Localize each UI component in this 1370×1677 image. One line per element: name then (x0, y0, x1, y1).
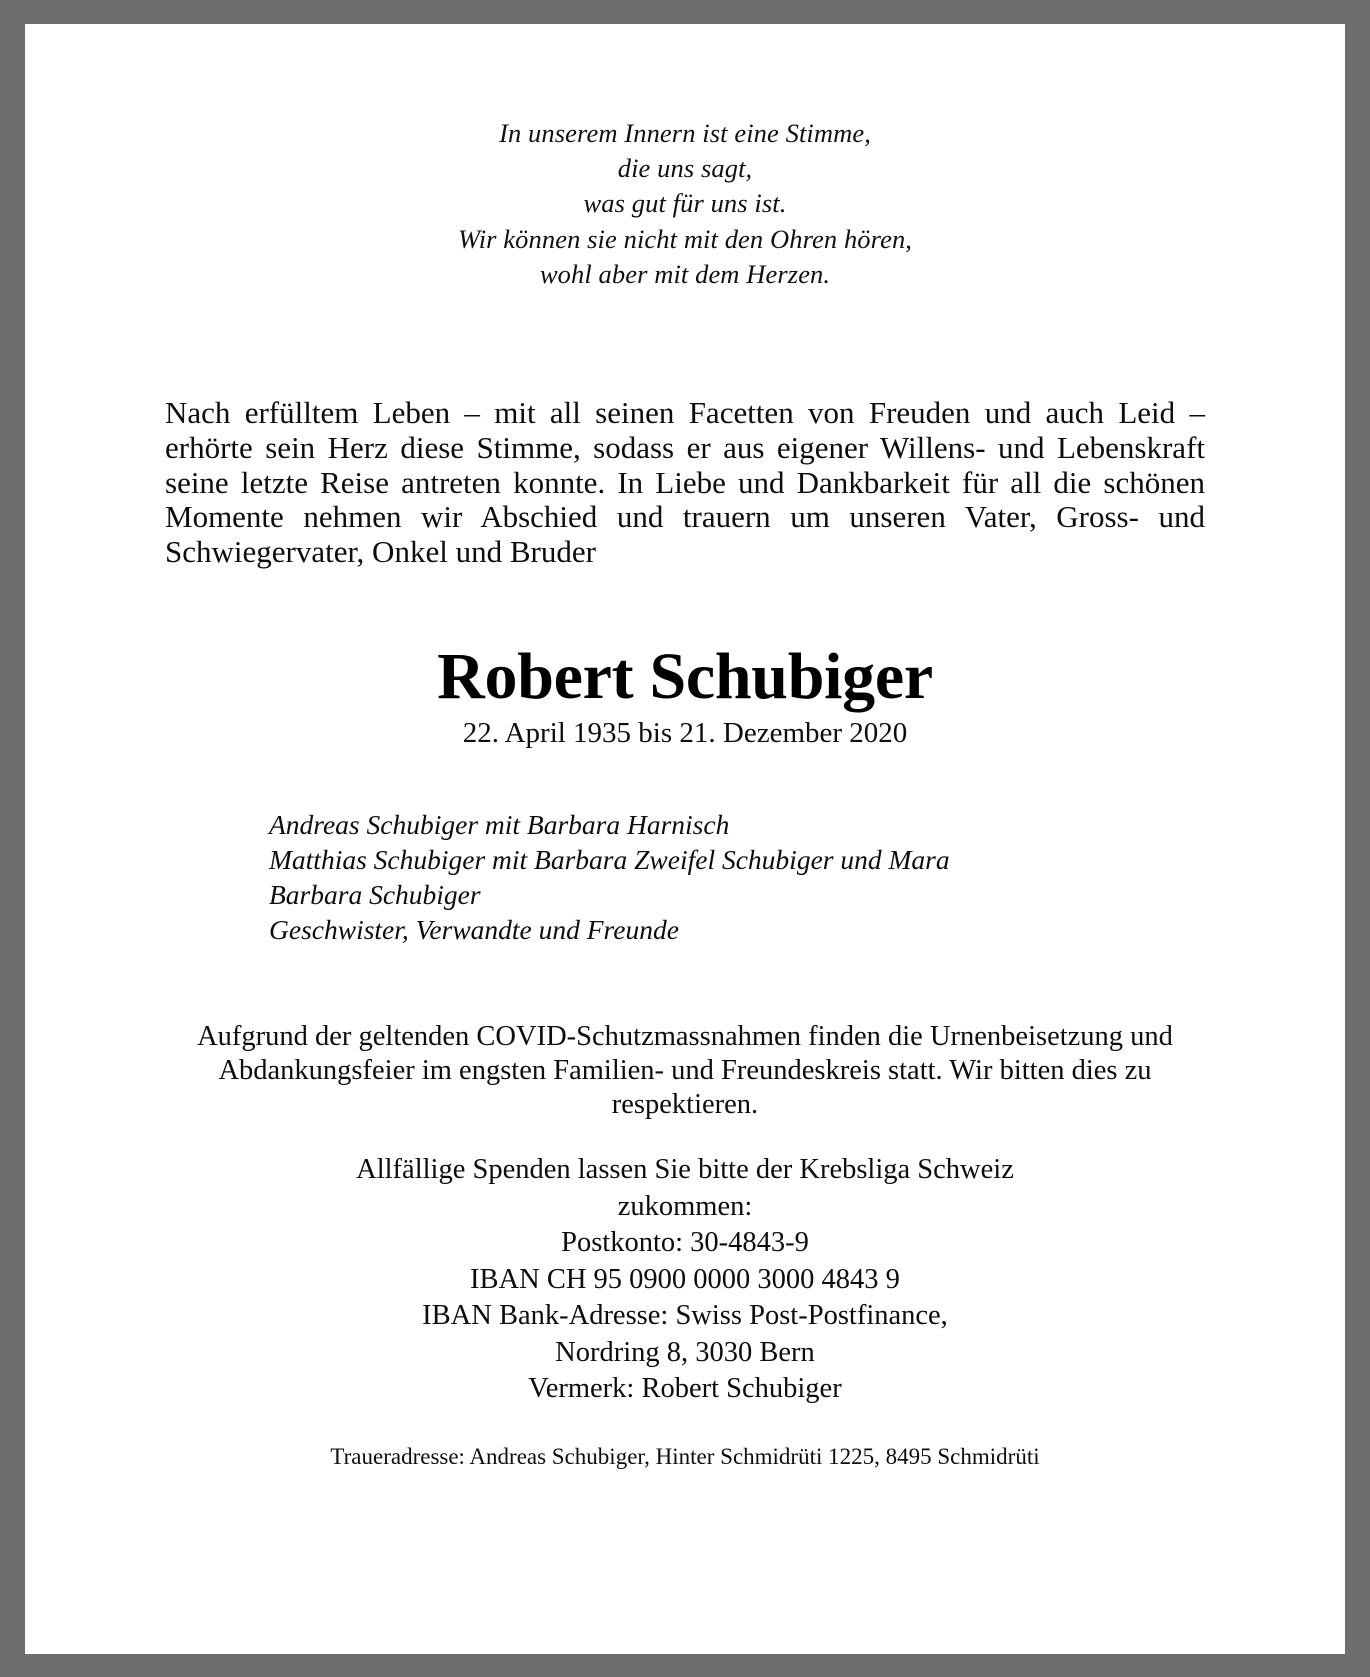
lead-paragraph: Nach erfülltem Leben – mit all seinen Facetten von Freuden und auch Leid – erhörte sein Herz diese Stimme, sodass er aus eigener Willens- und Lebenskraft seine letzte Reise antreten konnte. In Liebe und Dankbarkeit für all die schönen Momente nehmen wir Abschied und trauern um unseren Vater, Gross- und Schwiegervater, Onkel und Bruder (165, 395, 1205, 570)
deceased-dates: 22. April 1935 bis 21. Dezember 2020 (462, 717, 908, 750)
poem-line-1: In unserem Innern ist eine Stimme, (499, 118, 871, 148)
obituary-content (165, 24, 1205, 1470)
poem-block (165, 116, 1205, 292)
donations-line-5: IBAN Bank-Adresse: Swiss Post-Postfinance, (422, 1300, 948, 1332)
survivor-line-4: Geschwister, Verwandte und Freunde (269, 913, 679, 945)
donations-line-3: Postkonto: 30-4843-9 (561, 1227, 809, 1259)
donations-line-7: Vermerk: Robert Schubiger (528, 1373, 842, 1405)
mourning-address: Traueradresse: Andreas Schubiger, Hinter Schmidrüti 1225, 8495 Schmidrüti (330, 1443, 1040, 1469)
poem-line-3: was gut für uns ist. (583, 188, 787, 219)
deceased-name: Robert Schubiger (437, 639, 933, 713)
survivor-line-3: Barbara Schubiger (269, 878, 481, 910)
donations-block (165, 1152, 1205, 1407)
poem-line-2: die uns sagt, (617, 153, 753, 184)
donations-line-4: IBAN CH 95 0900 0000 3000 4843 9 (470, 1263, 900, 1295)
donations-line-6: Nordring 8, 3030 Bern (555, 1336, 815, 1368)
poem-line-4: Wir können sie nicht mit den Ohren hören, (457, 223, 913, 254)
survivor-line-1: Andreas Schubiger mit Barbara Harnisch (269, 809, 730, 841)
survivors-block (269, 808, 1189, 948)
donations-line-1: Allfällige Spenden lassen Sie bitte der Krebsliga Schweiz (356, 1154, 1014, 1186)
obituary-page (25, 24, 1345, 1654)
poem-line-5: wohl aber mit dem Herzen. (539, 258, 831, 289)
survivor-line-2: Matthias Schubiger mit Barbara Zweifel Schubiger und Mara (269, 843, 950, 875)
donations-line-2: zukommen: (617, 1190, 753, 1222)
covid-notice: Aufgrund der geltenden COVID-Schutzmassnahmen finden die Urnenbeisetzung und Abdankungsfeier im engsten Familien- und Freundeskreis statt. Wir bitten dies zu respektieren. (197, 1020, 1173, 1121)
